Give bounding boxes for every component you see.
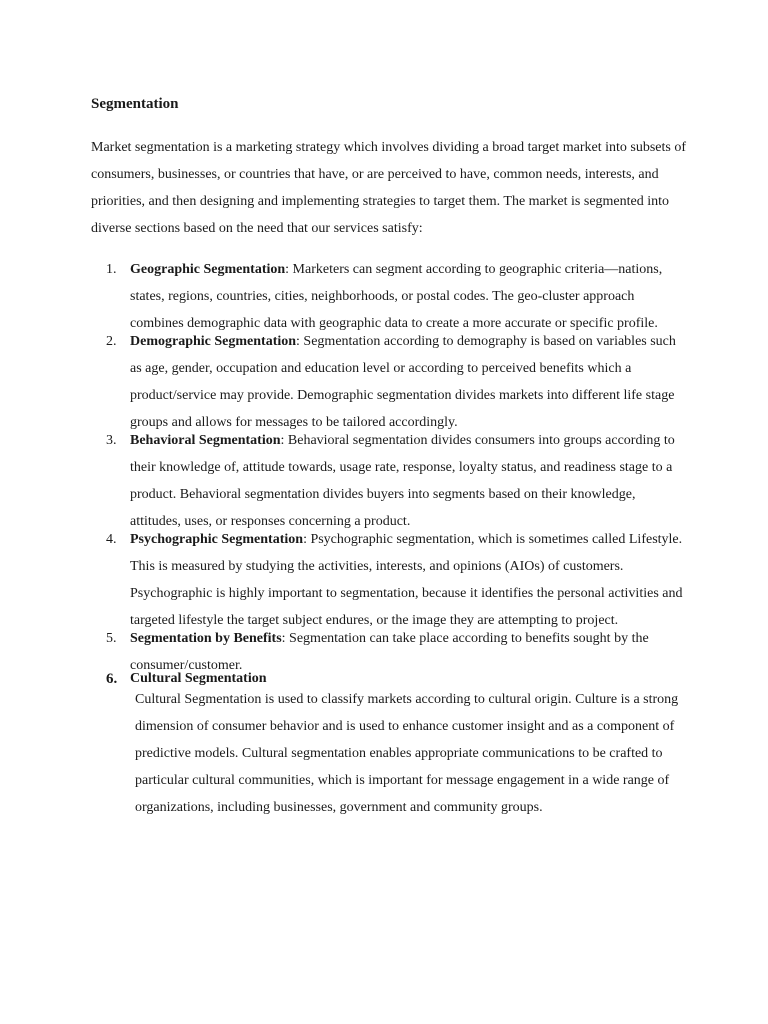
list-item — [91, 328, 686, 436]
list-item-term: Demographic Segmentation — [130, 334, 297, 349]
list-item — [91, 256, 686, 337]
list-item-text: : Segmentation according to demography is based on variables such as age, gender, occupation and education level or according to perceived benefits which a product/service may provide. Demographic segmentation divides markets into different life stage groups and allows for messages to be tailored accordingly. — [130, 334, 676, 430]
segmentation-list — [91, 256, 686, 821]
list-item-term: Psychographic Segmentation — [130, 532, 304, 547]
list-item-number: 1. — [106, 262, 117, 277]
list-item-text: : Segmentation can take place according to benefits sought by the consumer/customer. — [130, 631, 649, 673]
document-title: Segmentation — [91, 96, 179, 112]
list-item-text: : Marketers can segment according to geographic criteria—nations, states, regions, countries, cities, neighborhoods, or postal codes. The geo-cluster approach combines demographic data with geographic data to create a more accurate or specific profile. — [130, 262, 663, 331]
list-item-term: Segmentation by Benefits — [130, 631, 282, 646]
list-item-text: : Psychographic segmentation, which is sometimes called Lifestyle. This is measured by studying the activities, interests, and opinions (AIOs) of customers. Psychographic is highly important to segmentation, because it identifies the personal activities and targeted lifestyle the target subject endures, or the image they are attempting to project. — [130, 532, 683, 628]
list-item-text: : Behavioral segmentation divides consumers into groups according to their knowledge of, attitude towards, usage rate, response, loyalty status, and readiness stage to a product. Behavioral segmentation divides buyers into segments based on their knowledge, attitudes, uses, or responses concerning a product. — [130, 433, 675, 529]
list-item-number: 6. — [106, 671, 118, 687]
list-item-number: 2. — [106, 334, 117, 349]
list-item-number: 3. — [106, 433, 117, 448]
list-item-term: Behavioral Segmentation — [130, 433, 281, 448]
intro-paragraph: Market segmentation is a marketing strategy which involves dividing a broad target market into subsets of consumers, businesses, or countries that have, or are perceived to have, common needs, interests, and priorities, and then designing and implementing strategies to target them. The market is segmented into diverse sections based on the need that our services satisfy: — [91, 140, 686, 236]
list-item-term: Cultural Segmentation — [130, 671, 267, 686]
list-item — [91, 427, 686, 535]
list-item-term: Geographic Segmentation — [130, 262, 286, 277]
list-item-number: 5. — [106, 631, 117, 646]
list-item-number: 4. — [106, 532, 117, 547]
list-item — [91, 526, 686, 634]
list-item-text: Cultural Segmentation is used to classify markets according to cultural origin. Culture is a strong dimension of consumer behavior and is used to enhance customer insight and as a component of predictive models. Cultural segmentation enables appropriate communications to be crafted to particular cultural communities, which is important for message engagement in a wide range of organizations, including businesses, government and community groups. — [135, 692, 679, 815]
list-item — [91, 670, 686, 821]
